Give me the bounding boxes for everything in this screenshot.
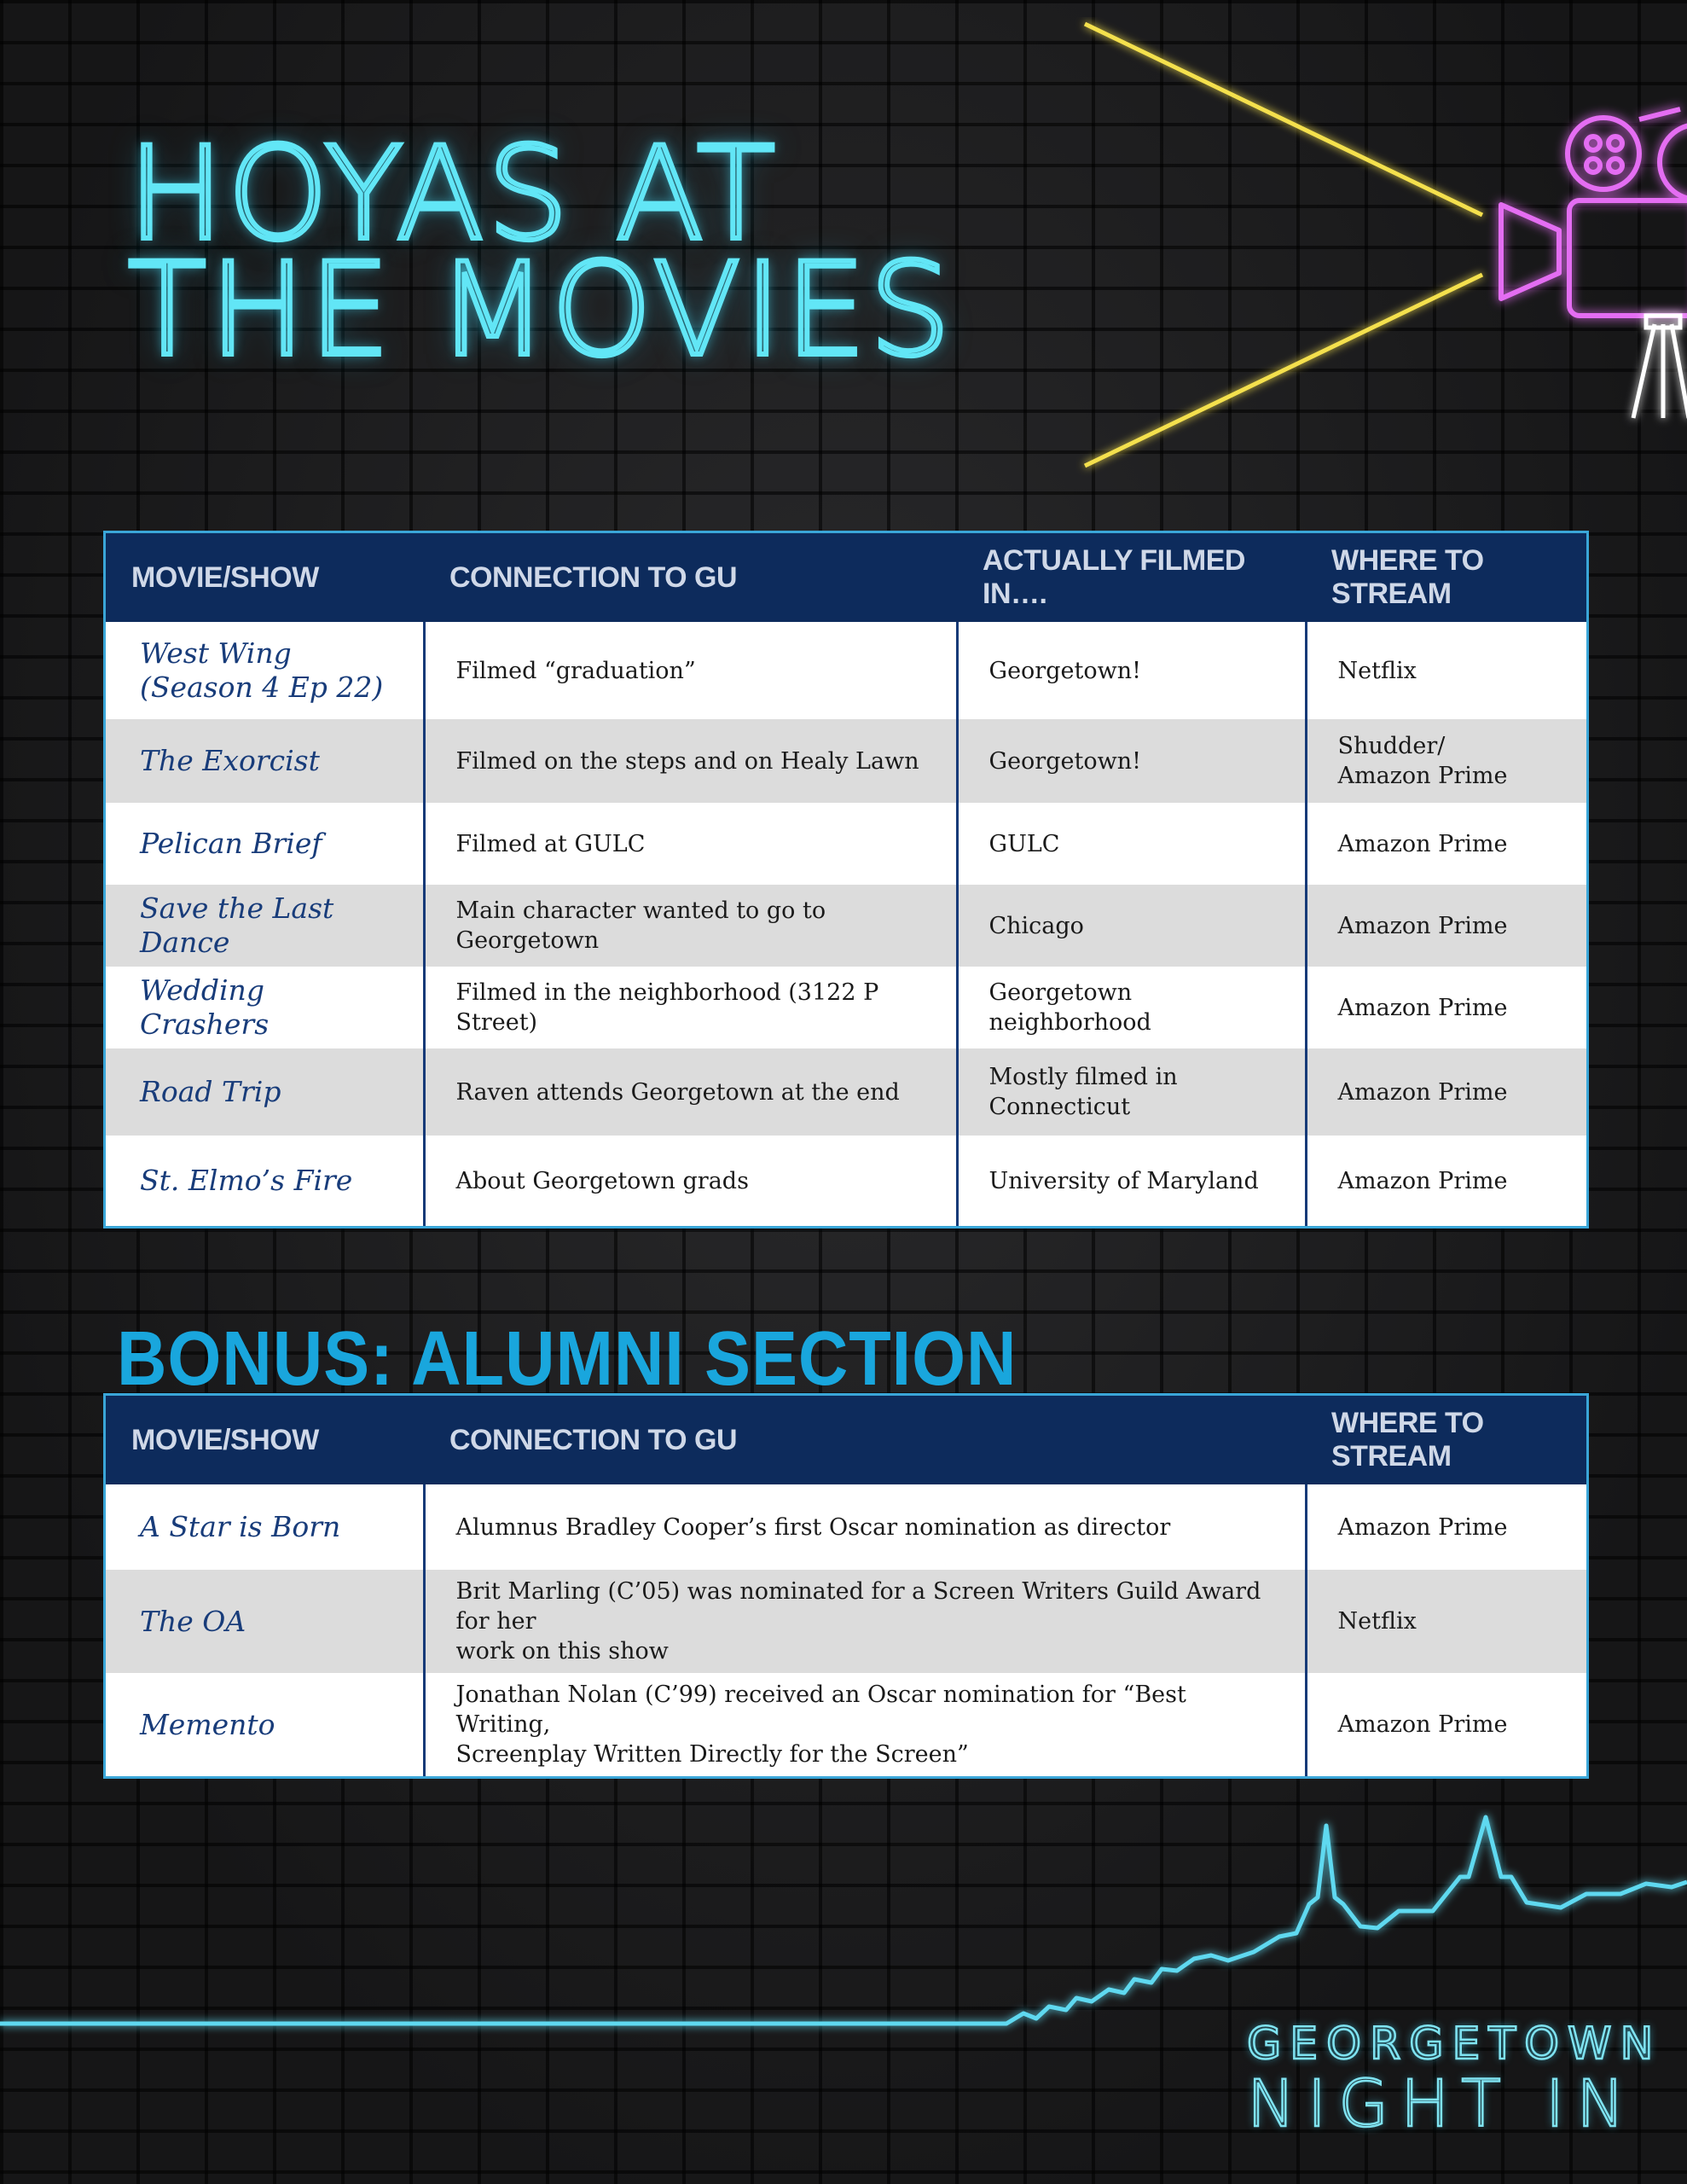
filmed-cell: Georgetown neighborhood [957, 967, 1306, 1048]
neon-movie-camera-icon [1066, 17, 1687, 478]
brand-line-1: GEORGETOWN [1247, 2018, 1662, 2070]
filmed-cell: Chicago [957, 885, 1306, 967]
header-movie-show: MOVIE/SHOW [106, 1396, 424, 1484]
filmed-cell: Georgetown! [957, 622, 1306, 719]
table-header-row [106, 1396, 1586, 1484]
stream-cell: Amazon Prime [1306, 803, 1586, 885]
stream-cell: Netflix [1306, 622, 1586, 719]
movie-title-cell: Wedding Crashers [140, 973, 270, 1041]
stream-cell: Netflix [1306, 1570, 1586, 1673]
table-row [106, 1048, 1586, 1136]
connection-cell: Raven attends Georgetown at the end [424, 1048, 957, 1136]
stream-cell: Amazon Prime [1306, 1136, 1586, 1226]
table-row [106, 622, 1586, 719]
connection-cell: Filmed “graduation” [424, 622, 957, 719]
stream-cell: Amazon Prime [1306, 1048, 1586, 1136]
header-movie-show: MOVIE/SHOW [106, 533, 424, 622]
movie-title-cell: Memento [140, 1707, 275, 1741]
bonus-heading: BONUS: ALUMNI SECTION [117, 1321, 1017, 1396]
connection-cell: Filmed in the neighborhood (3122 P Street) [424, 967, 957, 1048]
connection-cell: Filmed on the steps and on Healy Lawn [424, 719, 957, 803]
alumni-table [106, 1396, 1586, 1776]
movie-title-cell: Pelican Brief [140, 827, 322, 860]
table-row [106, 1570, 1586, 1673]
table-header-row [106, 533, 1586, 622]
stream-cell: Amazon Prime [1306, 1484, 1586, 1570]
header-where-to-stream: WHERE TO STREAM [1306, 1396, 1586, 1484]
table-row [106, 803, 1586, 885]
table-row [106, 1484, 1586, 1570]
page-title: HOYAS AT THE MOVIES [128, 120, 954, 385]
connection-cell: About Georgetown grads [424, 1136, 957, 1226]
connection-cell: Alumnus Bradley Cooper’s first Oscar nomination as director [424, 1484, 1306, 1570]
movie-title-cell: Save the Last Dance [106, 885, 424, 967]
movie-title-cell: The Exorcist [106, 719, 424, 803]
connection-cell: Brit Marling (C’05) was nominated for a Screen Writers Guild Award for her work on this show [424, 1570, 1306, 1673]
movie-title-cell: A Star is Born [140, 1510, 341, 1543]
stream-cell: Amazon Prime [1306, 967, 1586, 1048]
table-row [106, 967, 1586, 1048]
stream-cell: Shudder/ Amazon Prime [1306, 719, 1586, 803]
header-connection: CONNECTION TO GU [424, 1396, 1306, 1484]
table-row [106, 1673, 1586, 1776]
movie-title-cell: St. Elmo’s Fire [140, 1164, 353, 1197]
movie-title-cell: The OA [106, 1570, 424, 1673]
movies-table [106, 533, 1586, 1226]
header-connection: CONNECTION TO GU [424, 533, 957, 622]
stream-cell: Amazon Prime [1306, 1673, 1586, 1776]
filmed-cell: University of Maryland [957, 1136, 1306, 1226]
movie-title-cell: Road Trip [106, 1048, 424, 1136]
filmed-cell: GULC [957, 803, 1306, 885]
connection-cell: Main character wanted to go to Georgetown [424, 885, 957, 967]
filmed-cell: Mostly filmed in Connecticut [957, 1048, 1306, 1136]
stream-cell: Amazon Prime [1306, 885, 1586, 967]
filmed-cell: Georgetown! [957, 719, 1306, 803]
table-row [106, 1136, 1586, 1226]
brand-line-2: NIGHT IN [1247, 2065, 1638, 2141]
connection-cell: Jonathan Nolan (C’99) received an Oscar nomination for “Best Writing, Screenplay Written Directly for the Screen” [424, 1673, 1306, 1776]
table-row [106, 885, 1586, 967]
header-filmed-in: ACTUALLY FILMED IN…. [957, 533, 1306, 622]
connection-cell: Filmed at GULC [424, 803, 957, 885]
georgetown-night-in-logo [1247, 2018, 1662, 2141]
movie-title-cell: West Wing (Season 4 Ep 22) [140, 636, 384, 704]
table-row [106, 719, 1586, 803]
header-where-to-stream: WHERE TO STREAM [1306, 533, 1586, 622]
